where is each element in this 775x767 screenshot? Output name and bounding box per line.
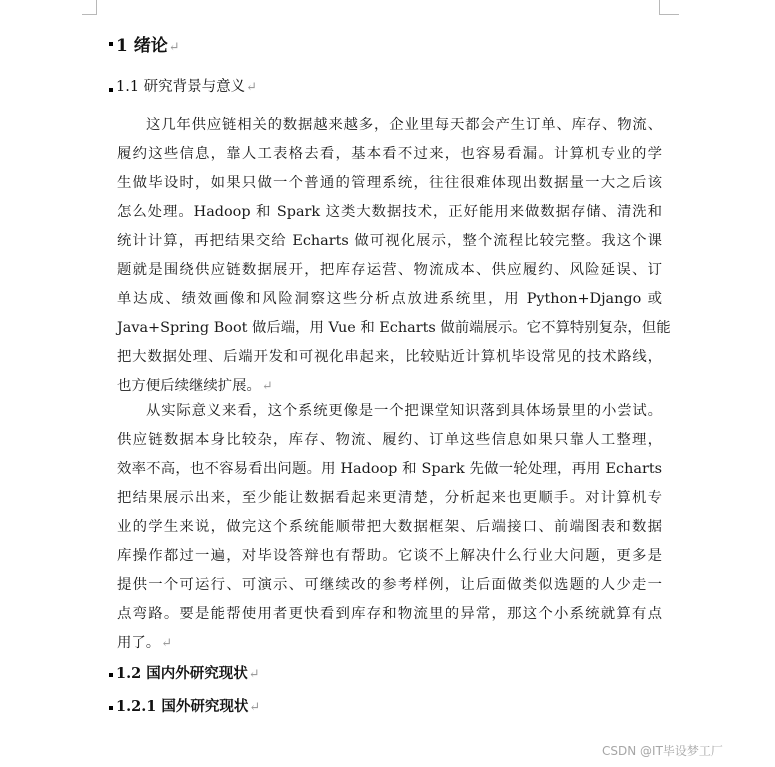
text-line: 也方便后续继续扩展。: [117, 378, 261, 394]
heading-text: 1.1 研究背景与意义: [116, 79, 246, 95]
heading-bullet: [109, 88, 113, 92]
text-line: 效率不高，也不容易看出问题。用 Hadoop 和 Spark 先做一轮处理，再用 Echarts: [117, 461, 662, 477]
text-line: 用了。: [117, 635, 161, 651]
heading-1[interactable]: [116, 31, 180, 56]
paragraph-mark: ↵: [249, 700, 261, 715]
text-line: 生做毕设时，如果只做一个普通的管理系统，往往很难体现出数据量一大之后该: [117, 175, 662, 191]
crop-mark: [659, 14, 679, 15]
text-line: 把结果展示出来，至少能让数据看起来更清楚，分析起来也更顺手。对计算机专: [117, 490, 662, 506]
text-line: 供应链数据本身比较杂，库存、物流、履约、订单这些信息如果只靠人工整理，: [117, 432, 662, 448]
crop-mark: [659, 0, 660, 14]
text-line: 题就是围绕供应链数据展开，把库存运营、物流成本、供应履约、风险延误、订: [117, 262, 662, 278]
text-line: 单达成、绩效画像和风险洞察这些分析点放进系统里，用 Python+Django 或: [117, 291, 662, 307]
text-line: 履约这些信息，靠人工表格去看，基本看不过来，也容易看漏。计算机专业的学: [117, 146, 662, 162]
heading-bullet: [109, 673, 113, 677]
heading-text: 1.2 国内外研究现状: [116, 665, 248, 682]
text-line-last: [117, 629, 662, 658]
text-line: 提供一个可运行、可演示、可继续改的参考样例，让后面做类似选题的人少走一: [117, 577, 662, 593]
text-line: 把大数据处理、后端开发和可视化串起来，比较贴近计算机毕设常见的技术路线，: [117, 349, 662, 365]
text-line: 点弯路。要是能帮使用者更快看到库存和物流里的异常，那这个小系统就算有点: [117, 606, 662, 622]
paragraph-mark: ↵: [248, 667, 260, 682]
heading-2[interactable]: [116, 75, 257, 96]
heading-text: 1 绪论: [116, 36, 168, 56]
text-line: Java+Spring Boot 做后端，用 Vue 和 Echarts 做前端展示。它不算特别复杂，但能: [117, 320, 671, 336]
watermark: CSDN @IT毕设梦工厂: [602, 744, 723, 758]
crop-mark: [82, 14, 97, 15]
paragraph-mark: ↵: [168, 40, 180, 55]
body-paragraph-2[interactable]: [117, 397, 662, 658]
text-line: 统计计算，再把结果交给 Echarts 做可视化展示，整个流程比较完整。我这个课: [117, 233, 662, 249]
paragraph-mark: ↵: [261, 379, 273, 394]
text-line: 怎么处理。Hadoop 和 Spark 这类大数据技术，正好能用来做数据存储、清洗和: [117, 204, 662, 220]
text-line: 这几年供应链相关的数据越来越多，企业里每天都会产生订单、库存、物流、: [146, 117, 662, 133]
heading-3[interactable]: [116, 662, 260, 683]
text-line: 业的学生来说，做完这个系统能顺带把大数据框架、后端接口、前端图表和数据: [117, 519, 662, 535]
heading-4[interactable]: [116, 695, 260, 716]
heading-bullet: [109, 706, 113, 710]
heading-text: 1.2.1 国外研究现状: [116, 698, 249, 715]
text-line: 库操作都过一遍，对毕设答辩也有帮助。它谈不上解决什么行业大问题，更多是: [117, 548, 662, 564]
paragraph-mark: ↵: [161, 636, 173, 651]
body-paragraph-1[interactable]: [117, 111, 671, 401]
heading-bullet: [109, 42, 113, 46]
text-line: 从实际意义来看，这个系统更像是一个把课堂知识落到具体场景里的小尝试。: [146, 403, 662, 419]
crop-mark: [96, 0, 97, 14]
paragraph-mark: ↵: [246, 80, 258, 95]
